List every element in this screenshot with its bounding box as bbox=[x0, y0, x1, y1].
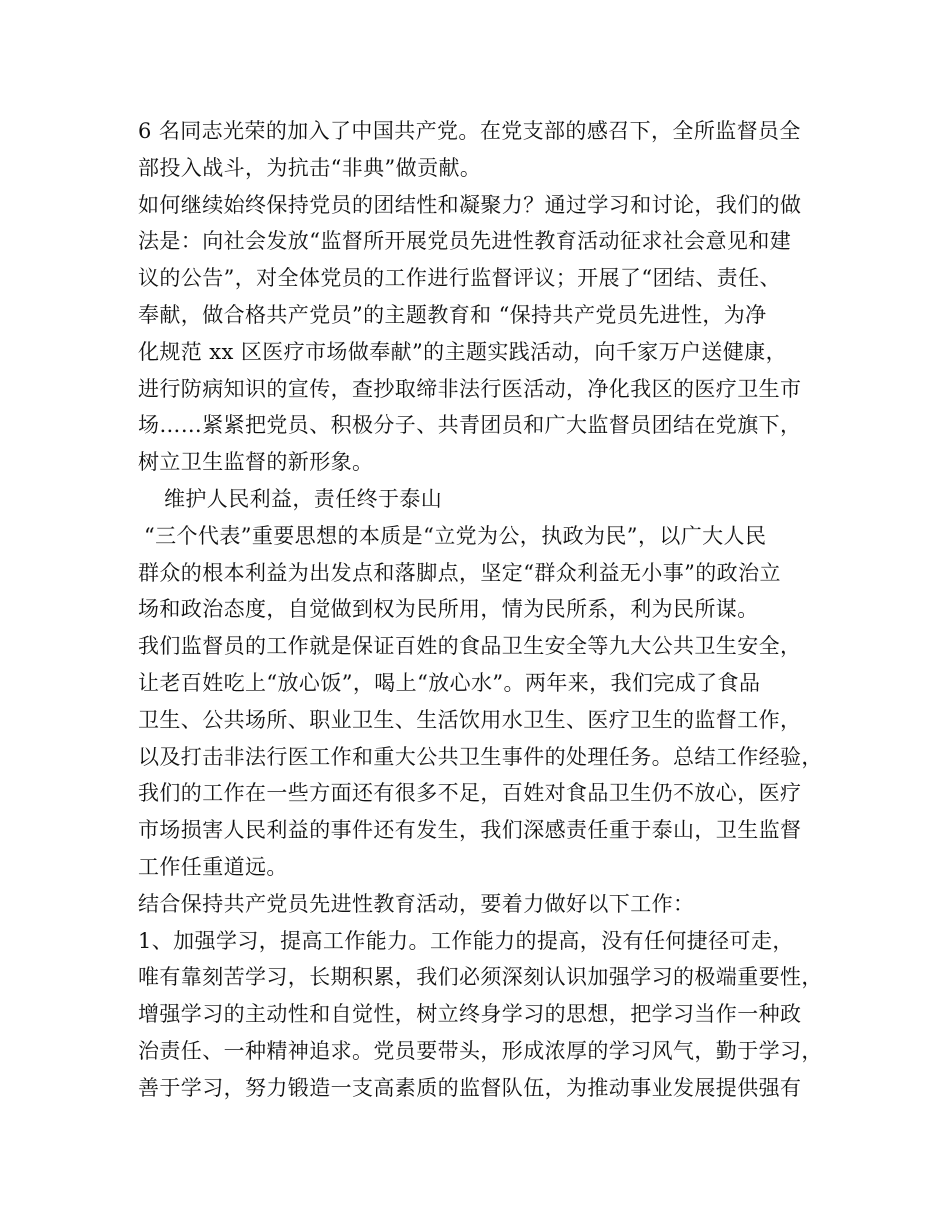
document-body bbox=[138, 113, 828, 1107]
text-line: 化规范 xx 区医疗市场做奉献”的主题实践活动，向千家万户送健康， bbox=[138, 339, 787, 364]
list-item-line: 1、加强学习，提高工作能力。工作能力的提高，没有任何捷径可走， bbox=[138, 928, 794, 953]
text-line: 善于学习，努力锻造一支高素质的监督队伍，为推动事业发展提供强有 bbox=[138, 1075, 802, 1100]
text-line: 治责任、一种精神追求。党员要带头，形成浓厚的学习风气，勤于学习， bbox=[138, 1038, 823, 1063]
text-line: 我们的工作在一些方面还有很多不足，百姓对食品卫生仍不放心，医疗 bbox=[138, 781, 802, 806]
text-line: 场和政治态度，自觉做到权为民所用，情为民所系，利为民所谋。 bbox=[138, 597, 759, 622]
text-line: 工作任重道远。 bbox=[138, 854, 288, 879]
text-line: 增强学习的主动性和自觉性，树立终身学习的思想，把学习当作一种政 bbox=[138, 1002, 802, 1027]
text-line: 唯有靠刻苦学习，长期积累，我们必须深刻认识加强学习的极端重要性， bbox=[138, 965, 823, 990]
text-line: “三个代表”重要思想的本质是“立党为公，执政为民”，以广大人民 bbox=[144, 523, 767, 548]
text-line: 场……紧紧把党员、积极分子、共青团员和广大监督员团结在党旗下， bbox=[138, 413, 802, 438]
text-line: 树立卫生监督的新形象。 bbox=[138, 450, 374, 475]
section-heading: 维护人民利益，责任终于泰山 bbox=[164, 486, 443, 511]
text-line: 法是：向社会发放“监督所开展党员先进性教育活动征求社会意见和建 bbox=[138, 229, 792, 254]
text-line: 如何继续始终保持党员的团结性和凝聚力？通过学习和讨论，我们的做 bbox=[138, 192, 802, 217]
text-line: 我们监督员的工作就是保证百姓的食品卫生安全等九大公共卫生安全， bbox=[138, 634, 802, 659]
text-line: 议的公告”，对全体党员的工作进行监督评议；开展了“团结、责任、 bbox=[138, 266, 781, 291]
text-line: 卫生、公共场所、职业卫生、生活饮用水卫生、医疗卫生的监督工作， bbox=[138, 707, 802, 732]
text-line: 群众的根本利益为出发点和落脚点，坚定“群众利益无小事”的政治立 bbox=[138, 560, 781, 585]
text-line: 部投入战斗，为抗击“非典”做贡献。 bbox=[138, 155, 482, 180]
text-line: 进行防病知识的宣传，查抄取缔非法行医活动，净化我区的医疗卫生市 bbox=[138, 376, 802, 401]
text-line: 市场损害人民利益的事件还有发生，我们深感责任重于泰山，卫生监督 bbox=[138, 818, 802, 843]
text-line: 6 名同志光荣的加入了中国共产党。在党支部的感召下，全所监督员全 bbox=[138, 119, 801, 143]
text-line: 结合保持共产党员先进性教育活动，要着力做好以下工作： bbox=[138, 891, 695, 916]
text-line: 奉献，做合格共产党员”的主题教育和 “保持共产党员先进性，为净 bbox=[138, 302, 767, 327]
text-line: 让老百姓吃上“放心饭”，喝上“放心水”。两年来，我们完成了食品 bbox=[138, 670, 761, 695]
text-line: 以及打击非法行医工作和重大公共卫生事件的处理任务。总结工作经验， bbox=[138, 744, 823, 769]
